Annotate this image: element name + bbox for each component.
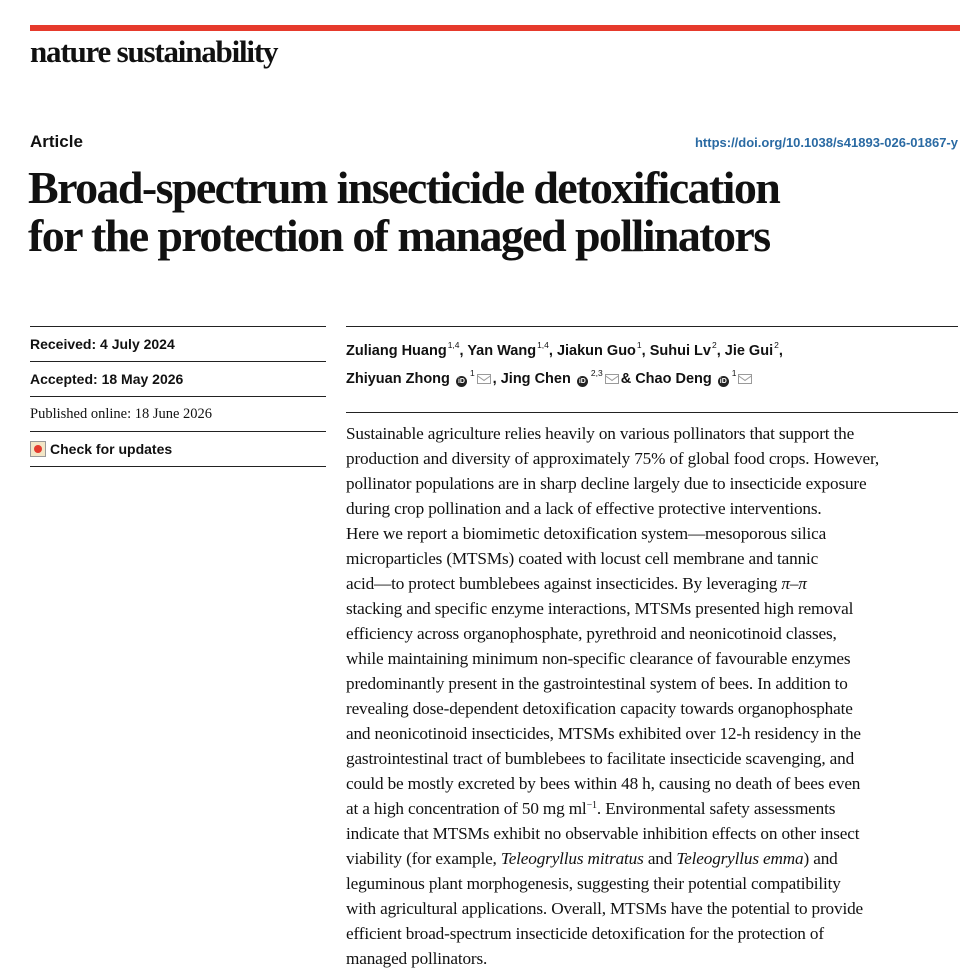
author-name[interactable]: Jie Gui [724, 343, 774, 359]
abstract-line: Sustainable agriculture relies heavily on various pollinators that support the [346, 424, 855, 443]
abstract-line [346, 571, 958, 596]
abstract-divider [346, 412, 958, 413]
abstract-line: leguminous plant morphogenesis, suggesting their potential compatibility [346, 874, 841, 893]
accepted-date: Accepted: 18 May 2026 [30, 361, 326, 396]
abstract-line: predominantly present in the gastrointestinal system of bees. In addition to [346, 674, 848, 693]
pi-pi-symbol: π–π [781, 574, 807, 593]
article-type-label: Article [30, 132, 83, 151]
title-line-1: Broad-spectrum insecticide detoxification [28, 162, 780, 213]
check-for-updates-button[interactable] [30, 431, 326, 467]
author-affiliation: 1 [731, 368, 737, 378]
abstract-line: efficient broad-spectrum insecticide detoxification for the protection of [346, 924, 824, 943]
species-name: Teleogryllus emma [676, 849, 804, 868]
title-line-2: for the protection of managed pollinators [28, 210, 770, 261]
abstract-line [346, 796, 958, 821]
species-name: Teleogryllus mitratus [500, 849, 644, 868]
abstract-line: Here we report a biomimetic detoxification system—mesoporous silica [346, 524, 827, 543]
abstract-line: microparticles (MTSMs) coated with locust cell membrane and tannic [346, 549, 819, 568]
abstract-text: ) and [803, 849, 838, 868]
author-affiliation: 2,3 [590, 368, 603, 378]
published-date: Published online: 18 June 2026 [30, 396, 326, 431]
orcid-icon[interactable]: iD [457, 378, 465, 385]
author-affiliation: 1 [636, 340, 642, 350]
abstract-line: indicate that MTSMs exhibit no observable inhibition effects on other insect [346, 824, 860, 843]
author-affiliation: 2 [711, 340, 717, 350]
author-name[interactable]: Jing Chen [500, 371, 571, 387]
article-dates-panel [30, 326, 326, 467]
abstract-line [346, 846, 958, 871]
author-affiliation: 1,4 [447, 340, 460, 350]
authors-divider [346, 326, 958, 327]
abstract-line: and neonicotinoid insecticides, MTSMs exhibited over 12-h residency in the [346, 724, 861, 743]
check-updates-label: Check for updates [50, 441, 173, 457]
journal-brand-bar [30, 25, 960, 31]
doi-link[interactable]: https://doi.org/10.1038/s41893-026-01867-y [694, 135, 958, 150]
abstract-text: at a high concentration of 50 mg ml [346, 799, 587, 818]
author-affiliation: 2 [774, 340, 779, 350]
orcid-icon[interactable]: iD [578, 378, 586, 385]
abstract-line: could be mostly excreted by bees within 48 h, causing no death of bees even [346, 774, 861, 793]
email-icon[interactable] [738, 374, 752, 384]
author-name[interactable]: Suhui Lv [649, 343, 711, 359]
abstract [346, 421, 958, 971]
orcid-icon[interactable]: iD [719, 378, 727, 385]
author-affiliation: 1,4 [537, 340, 549, 350]
abstract-text: acid—to protect bumblebees against insecticides. By leveraging [346, 574, 782, 593]
unit-exponent: −1 [586, 800, 597, 811]
email-icon[interactable] [605, 374, 619, 384]
author-name[interactable]: Zuliang Huang [346, 343, 447, 359]
abstract-line: efficiency across organophosphate, pyrethroid and neonicotinoid classes, [346, 624, 837, 643]
abstract-line: while maintaining minimum non-specific clearance of favourable enzymes [346, 649, 851, 668]
received-date: Received: 4 July 2024 [30, 326, 326, 361]
abstract-text: . Environmental safety assessments [596, 799, 836, 818]
abstract-text: and [643, 849, 677, 868]
abstract-line: with agricultural applications. Overall, MTSMs have the potential to provide [346, 899, 863, 918]
abstract-line: production and diversity of approximately 75% of global food crops. However, [346, 449, 880, 468]
abstract-line: revealing dose-dependent detoxification capacity towards organophosphate [346, 699, 853, 718]
journal-name: nature sustainability [30, 34, 278, 69]
abstract-line: pollinator populations are in sharp decline largely due to insecticide exposure [346, 474, 867, 493]
email-icon[interactable] [477, 374, 491, 384]
abstract-line: during crop pollination and a lack of effective protective interventions. [346, 499, 822, 518]
author-name[interactable]: Jiakun Guo [556, 343, 636, 359]
author-name[interactable]: Chao Deng [635, 371, 712, 387]
author-list: Zuliang Huang$^{1,4}$, Yan Wang$^{1,4}$, Jiakun Guo$^1$, Suhui Lv$^2$, Jie Gui$^2$, Zhiyuan Zhong $iD^1$ , Jing Chen iD$^{2,3}$ & Chao Deng $iD^1$ [346, 340, 783, 387]
check-updates-icon [30, 441, 46, 457]
author-affiliation: 1 [469, 368, 475, 378]
abstract-line: gastrointestinal tract of bumblebees to facilitate insecticide scavenging, and [346, 749, 855, 768]
article-title [28, 164, 958, 260]
author-name[interactable]: Yan Wang [467, 343, 537, 359]
author-name[interactable]: Zhiyuan Zhong [346, 371, 450, 387]
abstract-line: stacking and specific enzyme interactions, MTSMs presented high removal [346, 599, 854, 618]
abstract-text: viability (for example, [346, 849, 501, 868]
abstract-line: managed pollinators. [346, 949, 488, 968]
